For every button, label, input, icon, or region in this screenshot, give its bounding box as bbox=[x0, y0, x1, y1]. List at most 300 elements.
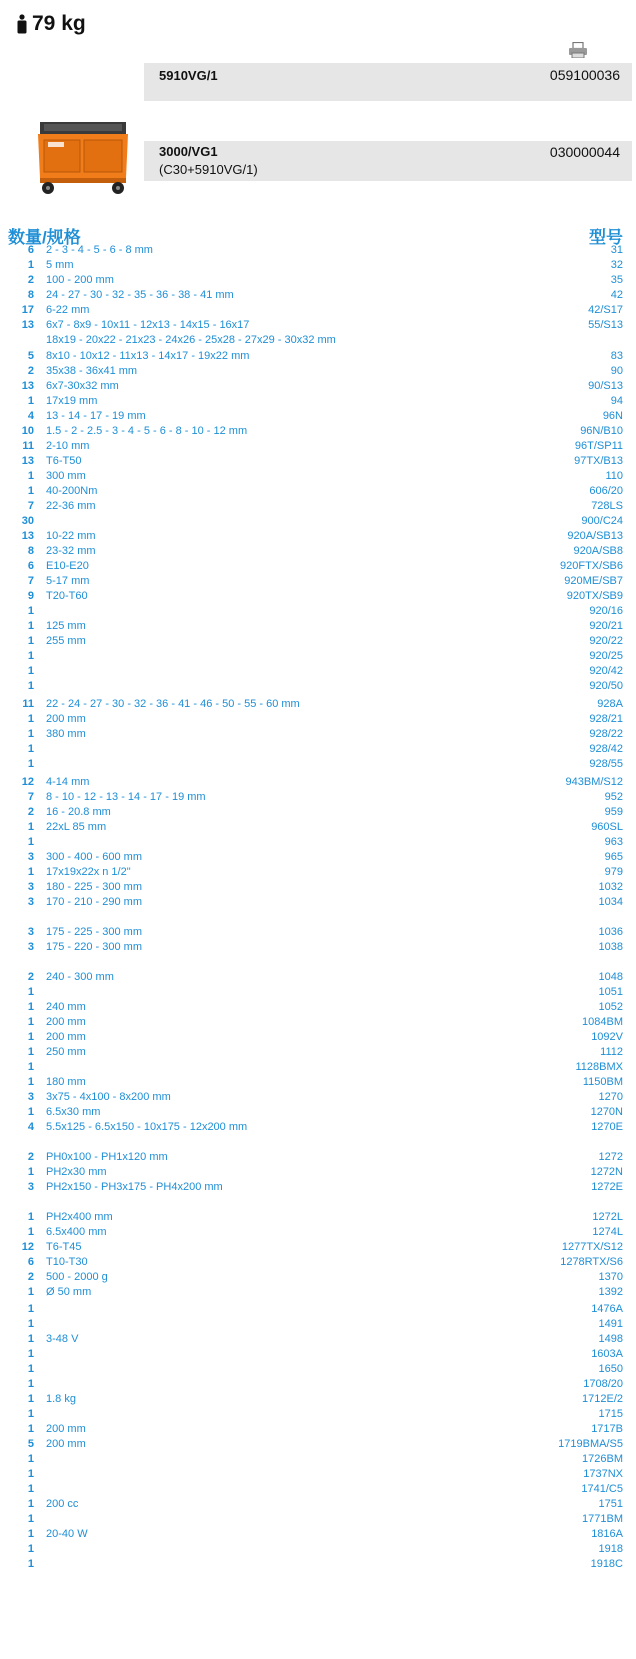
row-model: 97TX/B13 bbox=[574, 455, 623, 467]
table-row bbox=[0, 1240, 636, 1255]
row-quantity: 1 bbox=[27, 1031, 34, 1043]
table-row bbox=[0, 985, 636, 1000]
row-quantity: 1 bbox=[27, 728, 34, 740]
table-row bbox=[0, 1482, 636, 1497]
table-row bbox=[0, 1075, 636, 1090]
row-specification: 6-22 mm bbox=[46, 304, 90, 316]
row-quantity: 13 bbox=[21, 530, 34, 542]
row-model: 928/55 bbox=[589, 758, 623, 770]
table-row bbox=[0, 727, 636, 742]
row-model: 928/22 bbox=[589, 728, 623, 740]
row-quantity: 1 bbox=[27, 1333, 34, 1345]
table-row bbox=[0, 409, 636, 424]
row-quantity: 1 bbox=[27, 1513, 34, 1525]
row-specification: Ø 50 mm bbox=[46, 1286, 92, 1298]
row-specification: 175 - 225 - 300 mm bbox=[46, 926, 142, 938]
table-row bbox=[0, 634, 636, 649]
product-composition: (C30+5910VG/1) bbox=[159, 162, 258, 177]
table-row bbox=[0, 1210, 636, 1225]
table-row bbox=[0, 1120, 636, 1135]
table-row bbox=[0, 895, 636, 910]
row-model: 920FTX/SB6 bbox=[560, 560, 623, 572]
table-row bbox=[0, 1090, 636, 1105]
table-row bbox=[0, 742, 636, 757]
table-row bbox=[0, 1512, 636, 1527]
row-model: 1272L bbox=[592, 1211, 623, 1223]
table-row bbox=[0, 1542, 636, 1557]
table-row bbox=[0, 318, 636, 333]
row-quantity: 1 bbox=[27, 1453, 34, 1465]
row-quantity: 13 bbox=[21, 319, 34, 331]
table-row bbox=[0, 1165, 636, 1180]
table-row bbox=[0, 679, 636, 694]
table-row bbox=[0, 559, 636, 574]
row-specification: 17x19x22x n 1/2" bbox=[46, 866, 131, 878]
table-row bbox=[0, 1285, 636, 1300]
row-model: 920ME/SB7 bbox=[564, 575, 623, 587]
table-row bbox=[0, 1060, 636, 1075]
row-quantity: 1 bbox=[27, 1318, 34, 1330]
row-model: 959 bbox=[604, 806, 623, 818]
row-specification: T6-T45 bbox=[46, 1241, 82, 1253]
row-model: 1032 bbox=[598, 881, 623, 893]
row-quantity: 2 bbox=[27, 365, 34, 377]
row-model: 1272N bbox=[590, 1166, 623, 1178]
table-row bbox=[0, 1377, 636, 1392]
row-model: 1392 bbox=[598, 1286, 623, 1298]
row-specification: 22xL 85 mm bbox=[46, 821, 107, 833]
row-quantity: 1 bbox=[27, 620, 34, 632]
table-row bbox=[0, 835, 636, 850]
row-quantity: 5 bbox=[27, 350, 34, 362]
table-row bbox=[0, 469, 636, 484]
table-row bbox=[0, 880, 636, 895]
row-model: 1084BM bbox=[582, 1016, 623, 1028]
table-row bbox=[0, 757, 636, 772]
table-row bbox=[0, 619, 636, 634]
row-model: 83 bbox=[610, 350, 623, 362]
table-row bbox=[0, 1347, 636, 1362]
table-row bbox=[0, 1497, 636, 1512]
row-model: 1128BMX bbox=[575, 1061, 623, 1073]
row-model: 920/25 bbox=[589, 650, 623, 662]
row-specification: 175 - 220 - 300 mm bbox=[46, 941, 142, 953]
row-specification: 5 mm bbox=[46, 259, 74, 271]
row-quantity: 1 bbox=[27, 836, 34, 848]
table-row bbox=[0, 273, 636, 288]
row-specification: 23-32 mm bbox=[46, 545, 96, 557]
row-quantity: 1 bbox=[27, 1498, 34, 1510]
row-quantity: 1 bbox=[27, 1286, 34, 1298]
row-quantity: 2 bbox=[27, 1271, 34, 1283]
row-specification: 18x19 - 20x22 - 21x23 - 24x26 - 25x28 - 27x29 - 30x32 mm bbox=[46, 334, 336, 346]
row-model: 943BM/S12 bbox=[565, 776, 623, 788]
row-specification: 1.5 - 2 - 2.5 - 3 - 4 - 5 - 6 - 8 - 10 - 12 mm bbox=[46, 425, 248, 437]
table-row bbox=[0, 439, 636, 454]
row-specification: 6.5x30 mm bbox=[46, 1106, 101, 1118]
table-row bbox=[0, 243, 636, 258]
row-model: 1272E bbox=[591, 1181, 623, 1193]
row-quantity: 9 bbox=[27, 590, 34, 602]
table-row bbox=[0, 970, 636, 985]
table-row bbox=[0, 1527, 636, 1542]
row-model: 1918C bbox=[590, 1558, 623, 1570]
row-model: 31 bbox=[610, 244, 623, 256]
row-model: 928/42 bbox=[589, 743, 623, 755]
row-quantity: 1 bbox=[27, 758, 34, 770]
row-model: 42 bbox=[610, 289, 623, 301]
row-quantity: 6 bbox=[27, 1256, 34, 1268]
row-quantity: 4 bbox=[27, 1121, 34, 1133]
table-row bbox=[0, 940, 636, 955]
row-quantity: 1 bbox=[27, 395, 34, 407]
row-model: 1741/C5 bbox=[581, 1483, 623, 1495]
row-specification: 200 mm bbox=[46, 713, 86, 725]
row-model: 1272 bbox=[598, 1151, 623, 1163]
weight-value: 79 kg bbox=[32, 12, 86, 35]
row-model: 920/21 bbox=[589, 620, 623, 632]
row-model: 920/42 bbox=[589, 665, 623, 677]
table-row bbox=[0, 1270, 636, 1285]
table-row bbox=[0, 1362, 636, 1377]
row-quantity: 3 bbox=[27, 881, 34, 893]
row-specification: PH0x100 - PH1x120 mm bbox=[46, 1151, 168, 1163]
row-model: 920/50 bbox=[589, 680, 623, 692]
row-model: 1270 bbox=[598, 1091, 623, 1103]
table-row bbox=[0, 258, 636, 273]
row-quantity: 7 bbox=[27, 500, 34, 512]
product-number: 059100036 bbox=[549, 67, 620, 83]
table-header-quantity-spec: 数量/规格 bbox=[8, 228, 81, 247]
row-quantity: 2 bbox=[27, 1151, 34, 1163]
row-model: 928A bbox=[597, 698, 623, 710]
row-specification: 250 mm bbox=[46, 1046, 86, 1058]
row-specification: 240 - 300 mm bbox=[46, 971, 114, 983]
row-quantity: 1 bbox=[27, 1543, 34, 1555]
row-model: 1052 bbox=[598, 1001, 623, 1013]
product-code: 5910VG/1 bbox=[159, 68, 218, 83]
row-model: 94 bbox=[610, 395, 623, 407]
table-row bbox=[0, 775, 636, 790]
row-model: 35 bbox=[610, 274, 623, 286]
row-model: 1603A bbox=[591, 1348, 623, 1360]
row-model: 1277TX/S12 bbox=[561, 1241, 623, 1253]
row-specification: 22-36 mm bbox=[46, 500, 96, 512]
row-specification: 180 - 225 - 300 mm bbox=[46, 881, 142, 893]
row-specification: 500 - 2000 g bbox=[46, 1271, 108, 1283]
table-row bbox=[0, 1392, 636, 1407]
row-specification: PH2x150 - PH3x175 - PH4x200 mm bbox=[46, 1181, 223, 1193]
table-row bbox=[0, 1557, 636, 1572]
row-quantity: 2 bbox=[27, 274, 34, 286]
row-model: 965 bbox=[604, 851, 623, 863]
row-quantity: 1 bbox=[27, 1393, 34, 1405]
row-specification: 13 - 14 - 17 - 19 mm bbox=[46, 410, 146, 422]
row-quantity: 3 bbox=[27, 1181, 34, 1193]
row-quantity: 11 bbox=[22, 440, 34, 452]
row-model: 1112 bbox=[600, 1046, 623, 1058]
row-specification: 8x10 - 10x12 - 11x13 - 14x17 - 19x22 mm bbox=[46, 350, 250, 362]
table-row bbox=[0, 820, 636, 835]
row-model: 1034 bbox=[598, 896, 623, 908]
table-row bbox=[0, 424, 636, 439]
row-quantity: 1 bbox=[27, 1106, 34, 1118]
row-quantity: 7 bbox=[27, 575, 34, 587]
row-quantity: 2 bbox=[27, 806, 34, 818]
row-model: 1737NX bbox=[583, 1468, 623, 1480]
table-row bbox=[0, 712, 636, 727]
row-quantity: 1 bbox=[27, 1166, 34, 1178]
row-specification: 300 - 400 - 600 mm bbox=[46, 851, 142, 863]
row-specification: 17x19 mm bbox=[46, 395, 98, 407]
row-model: 900/C24 bbox=[581, 515, 623, 527]
row-quantity: 1 bbox=[27, 665, 34, 677]
row-specification: 6.5x400 mm bbox=[46, 1226, 107, 1238]
row-quantity: 7 bbox=[27, 791, 34, 803]
row-model: 1270N bbox=[590, 1106, 623, 1118]
row-quantity: 1 bbox=[27, 1423, 34, 1435]
row-model: 1370 bbox=[598, 1271, 623, 1283]
row-quantity: 3 bbox=[27, 941, 34, 953]
row-model: 1726BM bbox=[582, 1453, 623, 1465]
table-row bbox=[0, 649, 636, 664]
row-specification: 240 mm bbox=[46, 1001, 86, 1013]
product-code: 3000/VG1 bbox=[159, 144, 218, 159]
row-quantity: 1 bbox=[27, 821, 34, 833]
row-quantity: 4 bbox=[27, 410, 34, 422]
row-specification: 180 mm bbox=[46, 1076, 86, 1088]
table-row bbox=[0, 379, 636, 394]
row-model: 32 bbox=[610, 259, 623, 271]
table-row bbox=[0, 333, 636, 348]
table-row bbox=[0, 1317, 636, 1332]
row-quantity: 1 bbox=[27, 1348, 34, 1360]
row-model: 90/S13 bbox=[588, 380, 623, 392]
row-specification: 16 - 20.8 mm bbox=[46, 806, 111, 818]
row-specification: 6x7-30x32 mm bbox=[46, 380, 119, 392]
row-model: 1150BM bbox=[582, 1076, 623, 1088]
row-specification: 200 mm bbox=[46, 1016, 86, 1028]
row-quantity: 1 bbox=[27, 1483, 34, 1495]
row-model: 110 bbox=[605, 470, 623, 482]
row-model: 90 bbox=[610, 365, 623, 377]
row-quantity: 17 bbox=[21, 304, 34, 316]
row-quantity: 1 bbox=[27, 713, 34, 725]
row-model: 1092V bbox=[591, 1031, 623, 1043]
row-model: 952 bbox=[604, 791, 623, 803]
row-specification: 5.5x125 - 6.5x150 - 10x175 - 12x200 mm bbox=[46, 1121, 248, 1133]
table-row bbox=[0, 529, 636, 544]
row-specification: 2-10 mm bbox=[46, 440, 90, 452]
table-row bbox=[0, 544, 636, 559]
row-quantity: 1 bbox=[27, 1303, 34, 1315]
row-specification: 100 - 200 mm bbox=[46, 274, 114, 286]
row-specification: 255 mm bbox=[46, 635, 86, 647]
row-quantity: 1 bbox=[27, 259, 34, 271]
row-specification: T6-T50 bbox=[46, 455, 82, 467]
row-model: 960SL bbox=[591, 821, 623, 833]
row-model: 1708/20 bbox=[583, 1378, 623, 1390]
row-model: 1278RTX/S6 bbox=[560, 1256, 623, 1268]
row-quantity: 1 bbox=[27, 1046, 34, 1058]
table-row bbox=[0, 499, 636, 514]
row-model: 96N bbox=[602, 410, 623, 422]
table-row bbox=[0, 1225, 636, 1240]
row-specification: 4-14 mm bbox=[46, 776, 90, 788]
row-quantity: 1 bbox=[27, 605, 34, 617]
row-model: 963 bbox=[604, 836, 623, 848]
row-model: 1816A bbox=[591, 1528, 623, 1540]
row-quantity: 1 bbox=[27, 1226, 34, 1238]
table-row bbox=[0, 1407, 636, 1422]
row-quantity: 13 bbox=[21, 380, 34, 392]
row-quantity: 30 bbox=[21, 515, 34, 527]
row-model: 1270E bbox=[591, 1121, 623, 1133]
row-quantity: 12 bbox=[21, 1241, 34, 1253]
row-specification: 24 - 27 - 30 - 32 - 35 - 36 - 38 - 41 mm bbox=[46, 289, 234, 301]
row-quantity: 8 bbox=[27, 289, 34, 301]
row-quantity: 3 bbox=[27, 1091, 34, 1103]
product-number: 030000044 bbox=[549, 144, 620, 160]
row-specification: 6x7 - 8x9 - 10x11 - 12x13 - 14x15 - 16x17 bbox=[46, 319, 250, 331]
row-model: 1051 bbox=[598, 986, 623, 998]
row-model: 979 bbox=[604, 866, 623, 878]
row-model: 920/16 bbox=[589, 605, 623, 617]
table-row bbox=[0, 1302, 636, 1317]
table-row bbox=[0, 364, 636, 379]
table-row bbox=[0, 454, 636, 469]
table-row bbox=[0, 1105, 636, 1120]
table-row bbox=[0, 1437, 636, 1452]
table-row bbox=[0, 589, 636, 604]
table-row bbox=[0, 697, 636, 712]
row-quantity: 1 bbox=[27, 1408, 34, 1420]
table-row bbox=[0, 1422, 636, 1437]
row-quantity: 1 bbox=[27, 1378, 34, 1390]
row-specification: 10-22 mm bbox=[46, 530, 96, 542]
row-quantity: 1 bbox=[27, 635, 34, 647]
table-row bbox=[0, 1045, 636, 1060]
row-quantity: 1 bbox=[27, 866, 34, 878]
table-row bbox=[0, 574, 636, 589]
table-row bbox=[0, 850, 636, 865]
row-quantity: 10 bbox=[21, 425, 34, 437]
row-specification: 20-40 W bbox=[46, 1528, 88, 1540]
row-model: 1771BM bbox=[582, 1513, 623, 1525]
row-model: 920A/SB8 bbox=[573, 545, 623, 557]
row-quantity: 13 bbox=[21, 455, 34, 467]
row-specification: 200 mm bbox=[46, 1438, 86, 1450]
row-model: 55/S13 bbox=[588, 319, 623, 331]
row-quantity: 1 bbox=[27, 1468, 34, 1480]
row-specification: 300 mm bbox=[46, 470, 86, 482]
row-model: 728LS bbox=[591, 500, 623, 512]
table-row bbox=[0, 484, 636, 499]
row-specification: 40-200Nm bbox=[46, 485, 98, 497]
row-model: 928/21 bbox=[589, 713, 623, 725]
row-quantity: 1 bbox=[27, 485, 34, 497]
table-row bbox=[0, 288, 636, 303]
row-model: 1476A bbox=[591, 1303, 623, 1315]
row-quantity: 5 bbox=[27, 1438, 34, 1450]
row-specification: T20-T60 bbox=[46, 590, 88, 602]
row-quantity: 1 bbox=[27, 1076, 34, 1088]
table-row bbox=[0, 790, 636, 805]
row-specification: 170 - 210 - 290 mm bbox=[46, 896, 142, 908]
table-row bbox=[0, 1255, 636, 1270]
row-quantity: 2 bbox=[27, 971, 34, 983]
row-quantity: 1 bbox=[27, 743, 34, 755]
row-model: 1918 bbox=[598, 1543, 623, 1555]
row-quantity: 1 bbox=[27, 1211, 34, 1223]
table-row bbox=[0, 1000, 636, 1015]
table-row bbox=[0, 514, 636, 529]
row-specification: 3x75 - 4x100 - 8x200 mm bbox=[46, 1091, 171, 1103]
row-model: 42/S17 bbox=[588, 304, 623, 316]
row-specification: 200 cc bbox=[46, 1498, 79, 1510]
row-model: 920A/SB13 bbox=[567, 530, 623, 542]
row-quantity: 3 bbox=[27, 851, 34, 863]
row-specification: 200 mm bbox=[46, 1423, 86, 1435]
table-row bbox=[0, 394, 636, 409]
row-model: 920TX/SB9 bbox=[566, 590, 623, 602]
row-specification: 200 mm bbox=[46, 1031, 86, 1043]
row-quantity: 1 bbox=[27, 1061, 34, 1073]
table-row bbox=[0, 664, 636, 679]
row-quantity: 1 bbox=[27, 1001, 34, 1013]
row-model: 1717B bbox=[591, 1423, 623, 1435]
row-quantity: 6 bbox=[27, 560, 34, 572]
row-model: 1719BMA/S5 bbox=[558, 1438, 623, 1450]
row-quantity: 1 bbox=[27, 680, 34, 692]
row-specification: 35x38 - 36x41 mm bbox=[46, 365, 138, 377]
row-quantity: 1 bbox=[27, 1558, 34, 1570]
row-specification: 380 mm bbox=[46, 728, 86, 740]
table-row bbox=[0, 1467, 636, 1482]
table-row bbox=[0, 349, 636, 364]
row-specification: 8 - 10 - 12 - 13 - 14 - 17 - 19 mm bbox=[46, 791, 206, 803]
row-quantity: 6 bbox=[27, 244, 34, 256]
row-model: 920/22 bbox=[589, 635, 623, 647]
row-specification: 22 - 24 - 27 - 30 - 32 - 36 - 41 - 46 - 50 - 55 - 60 mm bbox=[46, 698, 300, 710]
table-row bbox=[0, 805, 636, 820]
row-quantity: 3 bbox=[27, 896, 34, 908]
row-quantity: 1 bbox=[27, 986, 34, 998]
row-model: 1715 bbox=[598, 1408, 623, 1420]
table-row bbox=[0, 1015, 636, 1030]
table-row bbox=[0, 604, 636, 619]
row-model: 606/20 bbox=[589, 485, 623, 497]
row-quantity: 3 bbox=[27, 926, 34, 938]
row-model: 96N/B10 bbox=[580, 425, 623, 437]
row-model: 1751 bbox=[598, 1498, 623, 1510]
row-quantity: 12 bbox=[21, 776, 34, 788]
table-row bbox=[0, 865, 636, 880]
row-model: 1712E/2 bbox=[582, 1393, 623, 1405]
table-row bbox=[0, 1150, 636, 1165]
table-row bbox=[0, 925, 636, 940]
row-quantity: 8 bbox=[27, 545, 34, 557]
row-model: 1650 bbox=[598, 1363, 623, 1375]
table-row bbox=[0, 303, 636, 318]
row-quantity: 1 bbox=[27, 650, 34, 662]
row-model: 96T/SP11 bbox=[574, 440, 623, 452]
row-model: 1274L bbox=[592, 1226, 623, 1238]
row-specification: E10-E20 bbox=[46, 560, 89, 572]
row-quantity: 1 bbox=[27, 1016, 34, 1028]
row-specification: PH2x30 mm bbox=[46, 1166, 107, 1178]
row-model: 1491 bbox=[598, 1318, 623, 1330]
